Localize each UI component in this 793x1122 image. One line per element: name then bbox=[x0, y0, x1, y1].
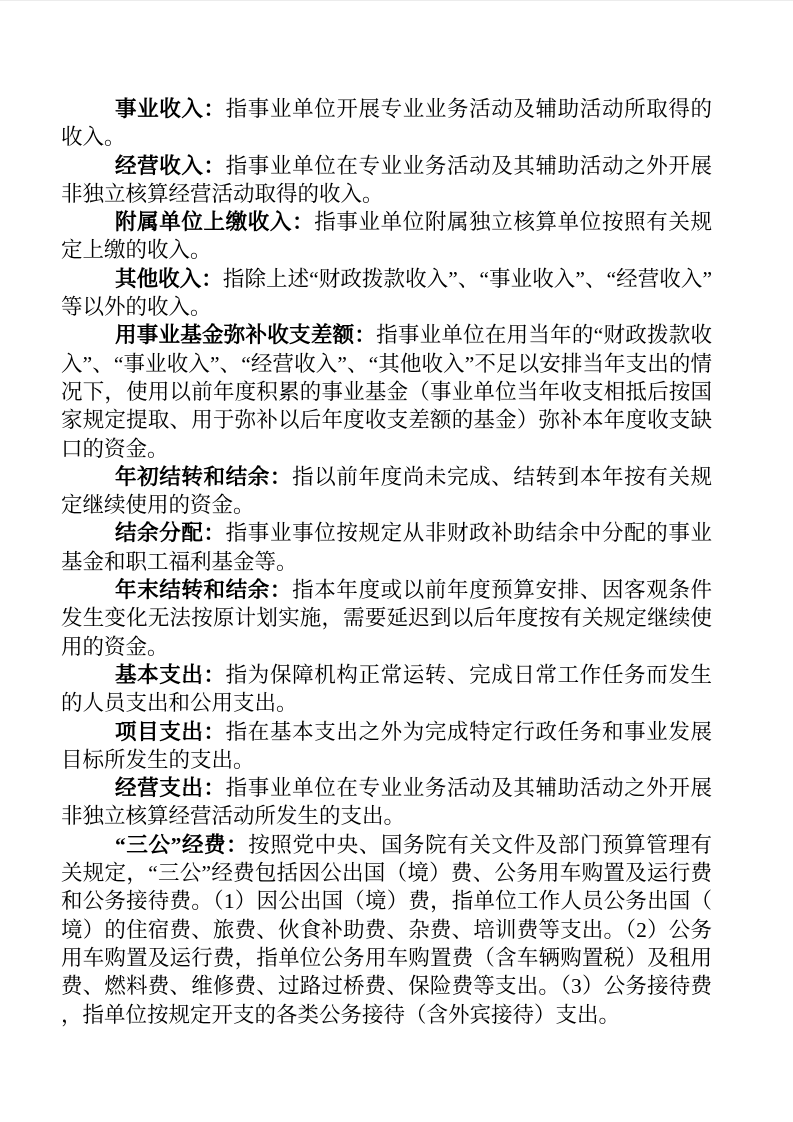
term-definition: 指事业单位在专业业务活动及其辅助活动之外开展非独立核算经营活动取得的收入。 bbox=[61, 153, 712, 206]
glossary-content bbox=[61, 95, 712, 1029]
term-label: 经营支出： bbox=[115, 776, 226, 801]
glossary-paragraph bbox=[61, 774, 712, 831]
glossary-paragraph bbox=[61, 519, 712, 576]
term-label: 结余分配： bbox=[115, 521, 226, 546]
glossary-paragraph bbox=[61, 463, 712, 520]
term-definition: 指除上述“财政拨款收入”、“事业收入”、“经营收入”等以外的收入。 bbox=[61, 266, 712, 320]
term-label: 其他收入： bbox=[115, 266, 223, 291]
glossary-paragraph bbox=[61, 95, 712, 152]
term-definition: 指在基本支出之外为完成特定行政任务和事业发展目标所发生的支出。 bbox=[61, 719, 712, 772]
term-label: 项目支出： bbox=[115, 719, 226, 744]
term-label: 经营收入： bbox=[115, 153, 226, 178]
term-label: 年初结转和结余： bbox=[115, 464, 293, 489]
term-definition: 指事业单位在专业业务活动及其辅助活动之外开展非独立核算经营活动所发生的支出。 bbox=[61, 776, 712, 829]
term-label: 附属单位上缴收入： bbox=[115, 210, 315, 235]
term-definition: 指事业事位按规定从非财政补助结余中分配的事业基金和职工福利基金等。 bbox=[61, 521, 712, 574]
term-definition: 按照党中央、国务院有关文件及部门预算管理有关规定，“三公”经费包括因公出国（境）费、公务用车购置及运行费和公务接待费。（1）因公出国（境）费，指单位工作人员公务出国（境）的住宿费、旅费、伙食补助费、杂费、培训费等支出。（2）公务用车购置及运行费，指单位公务用车购置费（含车辆购置税）及租用费、燃料费、维修费、过路过桥费、保险费等支出。（3）公务接待费，指单位按规定开支的各类公务接待（含外宾接待）支出。 bbox=[61, 832, 712, 1027]
term-definition: 指事业单位开展专业业务活动及辅助活动所取得的收入。 bbox=[61, 97, 712, 150]
glossary-paragraph bbox=[61, 576, 712, 661]
glossary-paragraph bbox=[61, 152, 712, 209]
term-definition: 指为保障机构正常运转、完成日常工作任务而发生的人员支出和公用支出。 bbox=[61, 662, 712, 716]
term-definition: 指事业单位附属独立核算单位按照有关规定上缴的收入。 bbox=[61, 210, 712, 263]
glossary-paragraph bbox=[61, 661, 712, 718]
term-label: 事业收入： bbox=[115, 97, 226, 121]
term-definition: 指事业单位在用当年的“财政拨款收入”、“事业收入”、“经营收入”、“其他收入”不足以安排当年支出的情况下，使用以前年度积累的事业基金（事业单位当年收支相抵后按国家规定提取、用于弥补以后年度收支差额的基金）弥补本年度收支缺口的资金。 bbox=[61, 323, 712, 461]
glossary-paragraph bbox=[61, 265, 712, 322]
glossary-paragraph bbox=[61, 321, 712, 462]
glossary-paragraph bbox=[61, 208, 712, 265]
term-label: 年末结转和结余： bbox=[115, 578, 293, 603]
term-label: 用事业基金弥补收支差额： bbox=[115, 323, 377, 348]
glossary-paragraph bbox=[61, 831, 712, 1029]
glossary-paragraph bbox=[61, 718, 712, 775]
term-definition: 指以前年度尚未完成、结转到本年按有关规定继续使用的资金。 bbox=[61, 464, 712, 518]
term-label: “三公”经费： bbox=[115, 832, 249, 857]
term-definition: 指本年度或以前年度预算安排、因客观条件发生变化无法按原计划实施，需要延迟到以后年度按有关规定继续使用的资金。 bbox=[61, 578, 712, 659]
term-label: 基本支出： bbox=[115, 662, 226, 687]
